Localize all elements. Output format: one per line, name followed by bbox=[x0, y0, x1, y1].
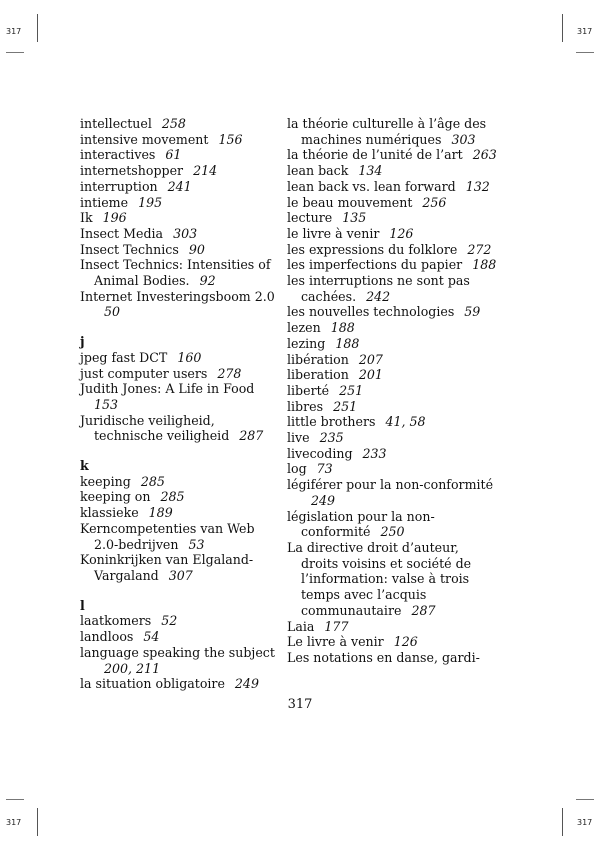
index-term: lezing bbox=[287, 335, 326, 351]
index-entry bbox=[287, 304, 497, 320]
index-entry bbox=[80, 179, 280, 195]
index-page-ref: 249 bbox=[311, 492, 336, 508]
index-page-ref: 126 bbox=[389, 225, 414, 241]
index-term: la situation obligatoire bbox=[80, 676, 225, 692]
index-entry bbox=[80, 195, 280, 211]
index-entry bbox=[80, 613, 280, 629]
index-entry bbox=[287, 320, 497, 336]
index-term: Les notations en danse, gardi- bbox=[287, 649, 480, 665]
index-page-ref: 126 bbox=[393, 634, 418, 650]
index-page-ref: 52 bbox=[161, 613, 178, 629]
index-term: keeping on bbox=[80, 489, 151, 505]
index-term: intieme bbox=[80, 194, 129, 210]
index-term: La directive droit d’auteur, droits voisins et société de l’information: valse à trois temps avec l’acquis communautaire bbox=[287, 539, 472, 618]
index-term: klassieke bbox=[80, 505, 139, 521]
index-entry bbox=[80, 242, 280, 258]
index-page-ref: 214 bbox=[193, 163, 218, 179]
index-term: lezen bbox=[287, 320, 321, 336]
index-entry bbox=[287, 352, 497, 368]
index-entry bbox=[287, 147, 497, 163]
index-entry bbox=[287, 509, 497, 540]
index-term: interruption bbox=[80, 178, 158, 194]
index-page-ref: 50 bbox=[104, 304, 121, 320]
index-entry bbox=[80, 350, 280, 366]
index-page-ref: 153 bbox=[94, 396, 119, 412]
index-page-ref: 135 bbox=[342, 210, 367, 226]
index-term: Laia bbox=[287, 618, 315, 634]
index-term: laatkomers bbox=[80, 613, 152, 629]
crop-mark-bottom-left-horizontal bbox=[6, 799, 24, 800]
index-page-ref: 251 bbox=[333, 398, 358, 414]
index-term: just computer users bbox=[80, 365, 208, 381]
crop-mark-top-left-horizontal bbox=[6, 52, 24, 53]
crop-mark-top-right-horizontal bbox=[576, 52, 594, 53]
index-entry bbox=[80, 381, 280, 412]
index-entry bbox=[80, 289, 280, 320]
index-term: Insect Technics bbox=[80, 241, 179, 257]
index-page-ref: 177 bbox=[324, 618, 349, 634]
index-term: language speaking the subject bbox=[80, 644, 275, 660]
index-term: Insect Media bbox=[80, 225, 164, 241]
index-entry bbox=[80, 226, 280, 242]
index-entry bbox=[287, 195, 497, 211]
index-term: les imperfections du papier bbox=[287, 257, 463, 273]
index-page-ref: 188 bbox=[330, 320, 355, 336]
index-page-ref: 233 bbox=[362, 445, 387, 461]
index-entry bbox=[80, 163, 280, 179]
index-entry bbox=[287, 399, 497, 415]
index-term: Juridische veiligheid, technische veiligheid bbox=[80, 412, 230, 444]
index-term: landloos bbox=[80, 629, 134, 645]
index-entry bbox=[287, 163, 497, 179]
crop-mark-bottom-left-vertical bbox=[37, 808, 38, 836]
index-entry bbox=[287, 540, 497, 619]
index-page-ref: 189 bbox=[148, 505, 173, 521]
index-page-ref: 188 bbox=[335, 335, 360, 351]
index-page-ref: 134 bbox=[358, 163, 383, 179]
index-term: livecoding bbox=[287, 445, 353, 461]
index-page-ref: 272 bbox=[467, 241, 492, 257]
index-entry bbox=[287, 242, 497, 258]
index-page-ref: 59 bbox=[464, 304, 481, 320]
index-page-ref: 278 bbox=[217, 365, 242, 381]
index-entry bbox=[287, 619, 497, 635]
index-entry bbox=[287, 257, 497, 273]
index-term: les nouvelles technologies bbox=[287, 304, 455, 320]
index-term: le livre à venir bbox=[287, 225, 380, 241]
index-term: Ik bbox=[80, 210, 93, 226]
index-entry bbox=[287, 414, 497, 430]
index-entry bbox=[287, 634, 497, 650]
index-entry bbox=[80, 645, 280, 676]
index-column-right bbox=[287, 116, 497, 666]
index-term: Le livre à venir bbox=[287, 634, 384, 650]
index-entry bbox=[287, 650, 497, 666]
index-section-heading: k bbox=[80, 458, 89, 474]
index-entry bbox=[80, 257, 280, 288]
index-term: législation pour la non-conformité bbox=[287, 508, 435, 540]
index-term: les expressions du folklore bbox=[287, 241, 458, 257]
index-term: Judith Jones: A Life in Food bbox=[80, 381, 255, 397]
index-page-ref: 250 bbox=[380, 524, 405, 540]
index-term: la théorie culturelle à l’âge des machines numériques bbox=[287, 116, 487, 147]
index-term: Internet Investeringsboom 2.0 bbox=[80, 288, 275, 304]
index-page-ref: 201 bbox=[358, 367, 383, 383]
index-term: live bbox=[287, 430, 310, 446]
index-entry bbox=[80, 489, 280, 505]
index-page-ref: 287 bbox=[239, 428, 264, 444]
index-page-ref: 241 bbox=[167, 178, 192, 194]
index-section-heading: j bbox=[80, 334, 85, 350]
index-entry bbox=[80, 521, 280, 552]
index-term: légiférer pour la non-conformité bbox=[287, 477, 494, 493]
index-term: lean back bbox=[287, 163, 349, 179]
crop-label-top-right: 317 bbox=[577, 27, 593, 36]
index-page-ref: 156 bbox=[218, 131, 243, 147]
index-page-ref: 188 bbox=[472, 257, 497, 273]
index-term: le beau mouvement bbox=[287, 194, 413, 210]
index-entry bbox=[287, 179, 497, 195]
index-page-ref: 195 bbox=[138, 194, 163, 210]
index-term: Insect Technics: Intensities of Animal Bodies. bbox=[80, 257, 271, 289]
index-entry bbox=[80, 132, 280, 148]
index-term: les interruptions ne sont pas cachées. bbox=[287, 273, 470, 304]
index-term: liberation bbox=[287, 367, 349, 383]
index-page-ref: 307 bbox=[168, 567, 193, 583]
index-page-ref: 242 bbox=[366, 288, 391, 304]
index-entry bbox=[80, 413, 280, 444]
index-entry bbox=[287, 116, 497, 147]
page-number: 317 bbox=[287, 697, 313, 712]
index-page-ref: 287 bbox=[411, 602, 436, 618]
index-page-ref: 196 bbox=[102, 210, 127, 226]
index-term: keeping bbox=[80, 473, 131, 489]
index-section-heading: l bbox=[80, 597, 85, 613]
index-page-ref: 207 bbox=[358, 351, 383, 367]
index-page-ref: 92 bbox=[199, 273, 216, 289]
crop-mark-top-left-vertical bbox=[37, 14, 38, 42]
crop-label-top-left: 317 bbox=[6, 27, 22, 36]
index-entry bbox=[287, 383, 497, 399]
index-term: Kerncompetenties van Web 2.0-bedrijven bbox=[80, 520, 255, 552]
index-term: lean back vs. lean forward bbox=[287, 178, 456, 194]
index-page-ref: 256 bbox=[422, 194, 447, 210]
index-term: log bbox=[287, 461, 307, 477]
index-entry bbox=[80, 552, 280, 583]
index-page-ref: 251 bbox=[339, 382, 364, 398]
index-page-ref: 41, 58 bbox=[385, 414, 426, 430]
index-entry bbox=[287, 336, 497, 352]
index-page-ref: 160 bbox=[177, 349, 202, 365]
index-page-ref: 285 bbox=[140, 473, 165, 489]
index-term: intensive movement bbox=[80, 131, 209, 147]
index-entry bbox=[80, 505, 280, 521]
crop-mark-bottom-right-vertical bbox=[562, 808, 563, 836]
index-page-ref: 90 bbox=[188, 241, 205, 257]
index-entry bbox=[287, 226, 497, 242]
index-entry bbox=[80, 676, 280, 692]
crop-label-bottom-left: 317 bbox=[6, 818, 22, 827]
index-page-ref: 285 bbox=[160, 489, 185, 505]
index-term: interactives bbox=[80, 147, 156, 163]
index-entry bbox=[80, 116, 280, 132]
index-page-ref: 249 bbox=[234, 676, 259, 692]
index-entry bbox=[287, 367, 497, 383]
index-column-left bbox=[80, 116, 280, 692]
index-page-ref: 258 bbox=[161, 116, 186, 131]
index-term: Koninkrijken van Elgaland-Vargaland bbox=[80, 552, 254, 583]
index-page-ref: 61 bbox=[165, 147, 182, 163]
index-term: internetshopper bbox=[80, 163, 184, 179]
index-entry bbox=[80, 474, 280, 490]
index-entry bbox=[80, 629, 280, 645]
index-page-ref: 54 bbox=[143, 629, 160, 645]
index-term: libération bbox=[287, 351, 349, 367]
crop-label-bottom-right: 317 bbox=[577, 818, 593, 827]
index-entry bbox=[287, 210, 497, 226]
index-page-ref: 200, 211 bbox=[104, 660, 161, 676]
index-entry bbox=[80, 210, 280, 226]
index-term: libres bbox=[287, 398, 324, 414]
index-term: jpeg fast DCT bbox=[80, 349, 168, 365]
index-entry bbox=[287, 477, 497, 508]
index-page-ref: 132 bbox=[465, 178, 490, 194]
crop-mark-bottom-right-horizontal bbox=[576, 799, 594, 800]
index-page-ref: 53 bbox=[188, 536, 205, 552]
index-entry bbox=[287, 430, 497, 446]
index-entry bbox=[287, 461, 497, 477]
index-entry bbox=[287, 446, 497, 462]
index-entry bbox=[80, 147, 280, 163]
index-term: little brothers bbox=[287, 414, 376, 430]
index-term: liberté bbox=[287, 382, 330, 398]
index-page-ref: 303 bbox=[451, 131, 476, 147]
index-term: lecture bbox=[287, 210, 333, 226]
index-entry bbox=[287, 273, 497, 304]
index-page-ref: 235 bbox=[319, 430, 344, 446]
index-term: la théorie de l’unité de l’art bbox=[287, 147, 463, 163]
index-page-ref: 73 bbox=[316, 461, 333, 477]
index-page-ref: 303 bbox=[173, 225, 198, 241]
index-entry bbox=[80, 366, 280, 382]
index-term: intellectuel bbox=[80, 116, 152, 131]
index-page-ref: 263 bbox=[472, 147, 497, 163]
crop-mark-top-right-vertical bbox=[562, 14, 563, 42]
